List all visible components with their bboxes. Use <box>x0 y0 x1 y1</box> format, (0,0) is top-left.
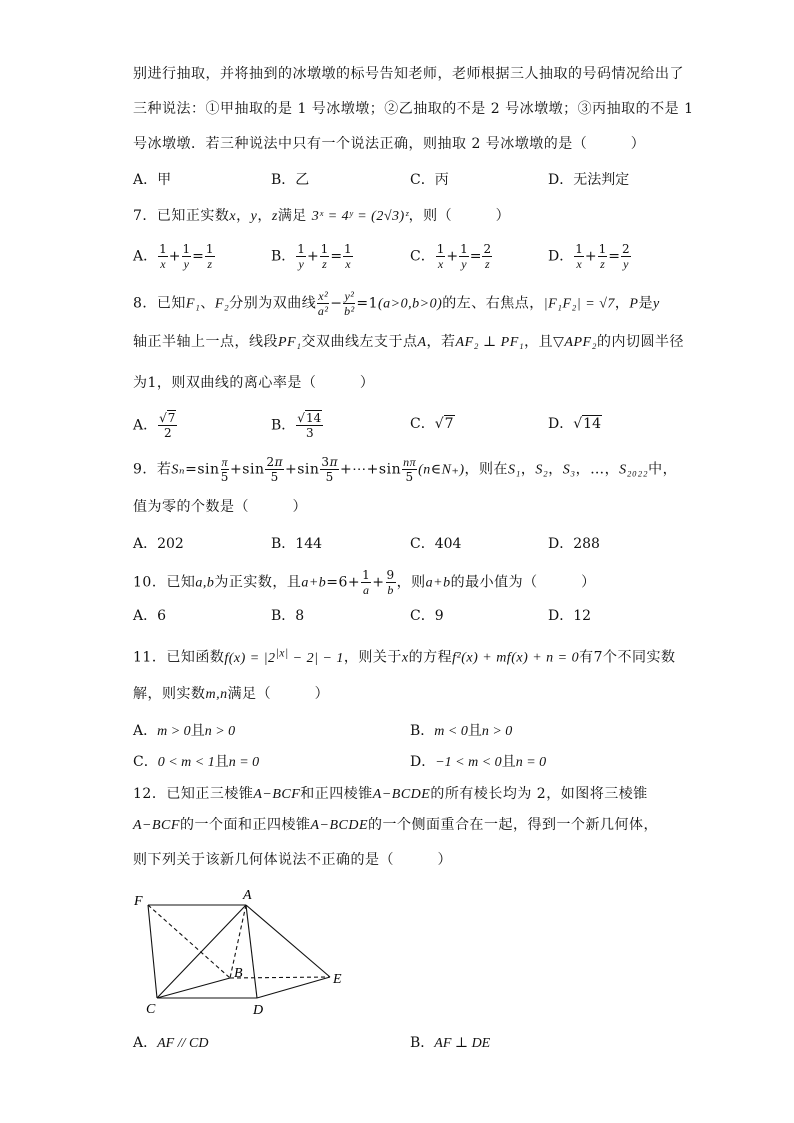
q7-option-a: A． $\frac{1}{x}$ + $\frac{1}{y}$ = $\frac{1}{z}$ <box>133 242 214 271</box>
q10-option-c: C．9 <box>410 608 444 624</box>
edge-CB <box>157 978 230 998</box>
q10-option-b: B．8 <box>271 608 305 624</box>
q10-option-a: A．6 <box>133 608 167 624</box>
q10-option-d: D．12 <box>548 608 592 624</box>
q6-text-line-1: 别进行抽取，并将抽到的冰墩墩的标号告知老师，老师根据三人抽取的号码情况给出了 <box>133 66 684 82</box>
q8-stem-line-3: 为1，则双曲线的离心率是（ ） <box>133 375 375 391</box>
label-B: B <box>234 966 243 981</box>
q11-option-c: C．0 < m < 1且n = 0 <box>133 754 260 770</box>
q6-option-a: A．甲 <box>133 172 172 188</box>
q8-option-b: B． $\frac{√14}{3}$ <box>271 411 322 440</box>
q8-option-c: C．√7 <box>410 416 454 432</box>
q8-option-a: A． $\frac{√7}{2}$ <box>133 411 176 440</box>
q8-stem-line-2: 轴正半轴上一点，线段PF₁交双曲线左支于点A，若AF₂ ⊥ PF₁，且▽APF₂的内切圆半径 <box>133 334 684 350</box>
q9-stem-line-1: 9．若Sₙ=sin $\frac{\pi}{5}$ +sin $\frac{2\pi}{5}$ +sin $\frac{3\pi}{5}$ +⋯+sin $\frac{n\pi}{5}$ (n∈N₊)，则在S₁，S₂，S₃，…，S₂₀₂₂中， <box>133 455 678 484</box>
label-E: E <box>333 972 342 987</box>
q12-stem-line-1: 12．已知正三棱锥A−BCF和正四棱锥A−BCDE的所有棱长均为 2，如图将三棱锥 <box>133 786 648 802</box>
q6-option-c: C．丙 <box>410 172 449 188</box>
q8-option-d: D．√14 <box>548 416 601 432</box>
q7-option-c: C． $\frac{1}{x}$ + $\frac{1}{y}$ = $\frac{2}{z}$ <box>410 242 492 271</box>
label-D: D <box>253 1003 264 1018</box>
edge-BE-dashed <box>230 977 330 978</box>
q12-option-b: B．AF ⊥ DE <box>410 1035 491 1051</box>
edge-AE <box>246 905 330 977</box>
q11-option-a: A．m > 0且n > 0 <box>133 723 236 739</box>
q9-option-a: A．202 <box>133 536 184 552</box>
q11-stem-line-1: 11．已知函数$f(x) = |2^{|x|} - 2| - 1$，则关于x的方程f²(x) + mf(x) + n = 0有7个不同实数 <box>133 646 676 666</box>
q9-option-b: B．144 <box>271 536 323 552</box>
q7-stem: 7．已知正实数x，y，z满足 3ˣ = 4ʸ = (2√3)ᶻ，则（ ） <box>133 208 511 224</box>
q9-option-c: C．404 <box>410 536 462 552</box>
q11-option-b: B．m < 0且n > 0 <box>410 723 513 739</box>
label-F: F <box>134 894 143 909</box>
label-A: A <box>243 888 252 903</box>
q6-text-line-2: 三种说法：①甲抽取的是 1 号冰墩墩；②乙抽取的不是 2 号冰墩墩；③丙抽取的不是 1 <box>133 101 694 117</box>
q6-option-b: B．乙 <box>271 172 310 188</box>
q11-stem-line-2: 解，则实数m,n满足（ ） <box>133 686 330 702</box>
q7-option-b: B． $\frac{1}{y}$ + $\frac{1}{z}$ = $\frac{1}{x}$ <box>271 242 352 271</box>
edge-AD <box>246 905 257 998</box>
q8-stem-line-1: 8．已知F₁、F₂分别为双曲线 $\frac{\text{x²}}{\text{a²}}$ − $\frac{\text{y²}}{\text{b²}}$ =1(a>0,b>0)的左、右焦点，|F₁F₂| = √7，P是y <box>133 289 660 318</box>
q9-option-d: D．288 <box>548 536 600 552</box>
edge-FC <box>148 905 157 998</box>
edge-FB-dashed <box>148 905 230 978</box>
q12-stem-line-2: A−BCF的一个面和正四棱锥A−BCDE的一个侧面重合在一起，得到一个新几何体， <box>133 817 659 833</box>
q11-option-d: D．−1 < m < 0且n = 0 <box>410 754 547 770</box>
q6-option-d: D．无法判定 <box>548 172 630 188</box>
q12-option-a: A．AF // CD <box>133 1035 209 1051</box>
q7-option-d: D． $\frac{1}{x}$ + $\frac{1}{z}$ = $\frac{2}{y}$ <box>548 242 630 271</box>
q6-text-line-3: 号冰墩墩．若三种说法中只有一个说法正确，则抽取 2 号冰墩墩的是（ ） <box>133 136 646 152</box>
label-C: C <box>146 1002 156 1017</box>
edge-AC <box>157 905 246 998</box>
edge-DE <box>257 977 330 998</box>
q9-stem-line-2: 值为零的个数是（ ） <box>133 499 307 515</box>
q10-stem: 10．已知a,b为正实数，且a+b=6+ $\frac{1}{a}$ + $\frac{9}{b}$ ，则a+b的最小值为（ ） <box>133 568 596 597</box>
q12-stem-line-3: 则下列关于该新几何体说法不正确的是（ ） <box>133 852 452 868</box>
geometry-figure <box>130 885 360 1020</box>
